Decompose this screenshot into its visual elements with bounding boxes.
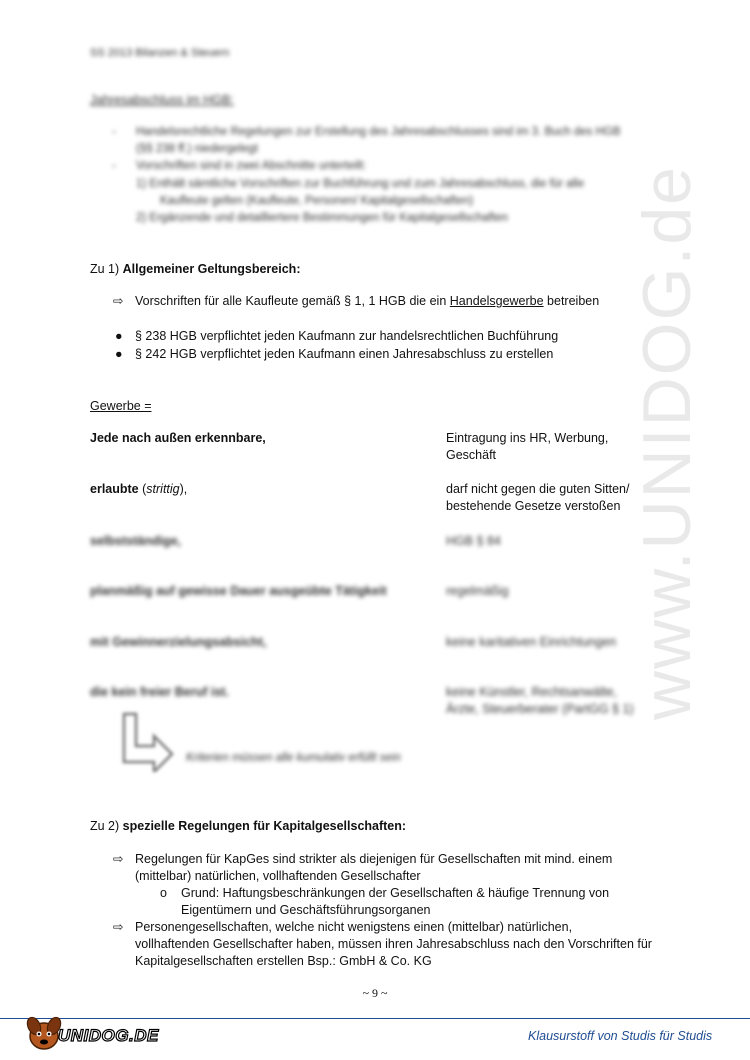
section2-arrow2-line: Kapitalgesellschaften erstellen Bsp.: GmbH & Co. KG [135, 954, 432, 968]
sub-bullet-icon: o [160, 886, 167, 900]
blurred-line: Kaufleute gelten (Kaufleute, Personen/ Kapitalgesellschaften) [160, 195, 474, 207]
section2-arrow1-line: Regelungen für KapGes sind strikter als diejenigen für Gesellschaften mit mind. einem [135, 852, 613, 866]
gewerbe-blurred-right: regelmäßig [446, 584, 509, 598]
footer-divider [0, 1018, 750, 1019]
gewerbe-blurred-right: keine karitativen Einrichtungen [446, 635, 617, 649]
section1-heading: Zu 1) Allgemeiner Geltungsbereich: [90, 262, 301, 276]
page-number: ~ 9 ~ [362, 986, 388, 1000]
gewerbe-blurred-right: keine Künstler, Rechtsanwälte, [446, 685, 617, 699]
section2-sub-line: Grund: Haftungsbeschränkungen der Gesellschaften & häufige Trennung von [181, 886, 610, 900]
section1-arrow-text: Vorschriften für alle Kaufleute gemäß § 1, 1 HGB die ein Handelsgewerbe betreiben [135, 294, 600, 308]
gewerbe-blurred-right: HGB § 84 [446, 534, 501, 548]
section2-arrow1-line: (mittelbar) natürlichen, vollhaftenden Gesellschafter [135, 869, 421, 883]
blurred-line: Handelsrechtliche Regelungen zur Erstellung des Jahresabschlusses sind im 3. Buch des HGB [136, 126, 621, 138]
section2-sub-line: Eigentümern und Geschäftsführungsorganen [181, 903, 431, 917]
blurred-bullet-dash: - [112, 126, 116, 138]
gewerbe-blurred-left: die kein freier Beruf ist. [90, 685, 229, 699]
gewerbe-row2-right: darf nicht gegen die guten Sitten/ [446, 482, 630, 496]
gewerbe-row2-left: erlaubte (strittig), [90, 482, 188, 496]
gewerbe-row1-right: Eintragung ins HR, Werbung, [446, 431, 609, 445]
gewerbe-blurred-left: planmäßig auf gewisse Dauer ausgeübte Tätigkeit [90, 584, 387, 598]
blurred-line: 2) Ergänzende und detailliertere Bestimmungen für Kapitalgesellschaften [136, 212, 509, 224]
header-line: SS 2013 Bilanzen & Steuern [90, 47, 230, 59]
arrow-icon: ⇨ [113, 920, 124, 934]
bullet-icon: ● [115, 347, 123, 361]
gewerbe-row1-right: Geschäft [446, 448, 497, 462]
gewerbe-blurred-right: Ärzte, Steuerberater (PartGG § 1) [446, 702, 634, 716]
watermark: www.UNIDOG.de [629, 165, 705, 720]
gewerbe-blurred-left: mit Gewinnerzielungsabsicht, [90, 635, 267, 649]
blurred-line: Vorschriften sind in zwei Abschnitte unterteilt: [136, 160, 367, 172]
section2-heading: Zu 2) spezielle Regelungen für Kapitalgesellschaften: [90, 819, 407, 833]
section2-arrow2-line: Personengesellschaften, welche nicht wenigstens einen (mittelbar) natürlichen, [135, 920, 573, 934]
gewerbe-row2-right: bestehende Gesetze verstoßen [446, 499, 621, 513]
section1-bullet: § 242 HGB verpflichtet jeden Kaufmann einen Jahresabschluss zu erstellen [135, 347, 554, 361]
bent-arrow-icon [118, 712, 178, 772]
blurred-heading: Jahresabschluss im HGB: [90, 93, 234, 107]
footer-tagline: Klausurstoff von Studis für Studis [528, 1029, 713, 1043]
arrow-icon: ⇨ [113, 852, 124, 866]
footer-logo-text: UNIDOG.DE [58, 1026, 159, 1045]
arrow-icon: ⇨ [113, 294, 124, 308]
blurred-bullet-dash: - [112, 160, 116, 172]
blurred-arrow-note: Kriterien müssen alle kumulativ erfüllt sein [186, 752, 401, 764]
blurred-line: 1) Enthält sämtliche Vorschriften zur Buchführung und zum Jahresabschluss, die für alle [136, 178, 585, 190]
gewerbe-heading: Gewerbe = [90, 399, 152, 413]
blurred-line: (§§ 238 ff.) niedergelegt [136, 143, 258, 155]
section1-bullet: § 238 HGB verpflichtet jeden Kaufmann zur handelsrechtlichen Buchführung [135, 329, 559, 343]
bullet-icon: ● [115, 329, 123, 343]
gewerbe-row1-left: Jede nach außen erkennbare, [90, 431, 266, 445]
gewerbe-blurred-left: selbstständige, [90, 534, 181, 548]
section2-arrow2-line: vollhaftenden Gesellschafter haben, müssen ihren Jahresabschluss nach den Vorschriften für [135, 937, 652, 951]
